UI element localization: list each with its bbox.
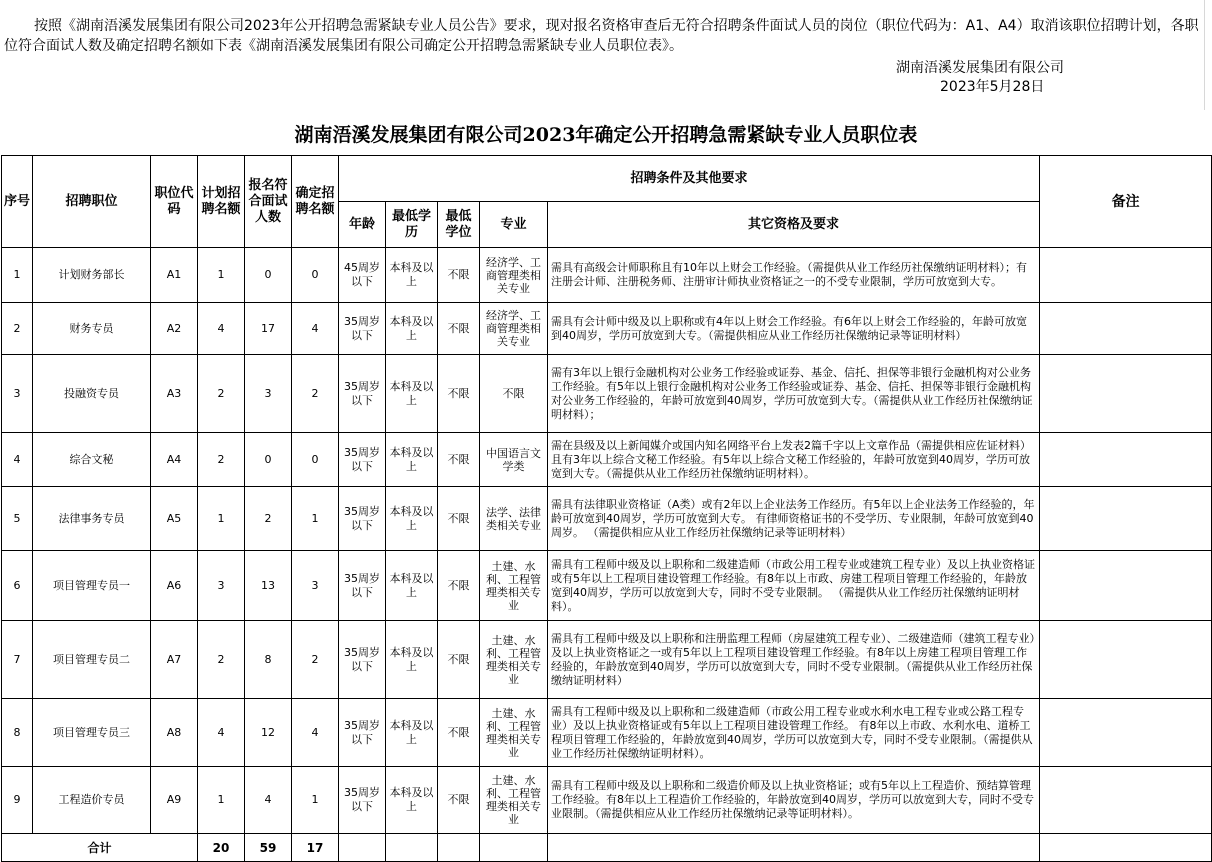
- cell-remarks: [1040, 355, 1212, 433]
- cell-position: 项目管理专员一: [33, 551, 151, 621]
- cell-seq: 9: [2, 767, 33, 834]
- cell-edu: 本科及以上: [386, 303, 438, 355]
- cell-qualified: 4: [245, 767, 292, 834]
- cell-edu: 本科及以上: [386, 699, 438, 767]
- cell-confirmed: 1: [292, 767, 339, 834]
- cell-edu: 本科及以上: [386, 551, 438, 621]
- total-empty-cell: [339, 834, 386, 862]
- cell-major: 土建、水利、工程管理类相关专业: [480, 699, 548, 767]
- cell-position: 工程造价专员: [33, 767, 151, 834]
- cell-planned: 2: [198, 433, 245, 487]
- notice-org: 湖南浯溪发展集团有限公司: [896, 60, 1064, 76]
- cell-seq: 4: [2, 433, 33, 487]
- cell-age: 35周岁以下: [339, 621, 386, 699]
- cell-remarks: [1040, 551, 1212, 621]
- header-edu: 最低学历: [386, 202, 438, 248]
- cell-degree: 不限: [438, 767, 480, 834]
- cell-position: 项目管理专员三: [33, 699, 151, 767]
- cell-remarks: [1040, 767, 1212, 834]
- notice-date: 2023年5月28日: [940, 79, 1045, 95]
- positions-table: [1, 155, 1212, 862]
- cell-degree: 不限: [438, 699, 480, 767]
- cell-remarks: [1040, 621, 1212, 699]
- header-seq: 序号: [2, 156, 33, 248]
- cell-qualified: 8: [245, 621, 292, 699]
- table-row: [2, 433, 1212, 487]
- total-row: [2, 834, 1212, 862]
- cell-code: A2: [151, 303, 198, 355]
- cell-age: 35周岁以下: [339, 699, 386, 767]
- cell-code: A6: [151, 551, 198, 621]
- header-code: 职位代码: [151, 156, 198, 248]
- cell-planned: 2: [198, 355, 245, 433]
- cell-confirmed: 4: [292, 303, 339, 355]
- cell-confirmed: 4: [292, 699, 339, 767]
- total-empty-cell: [480, 834, 548, 862]
- cell-seq: 6: [2, 551, 33, 621]
- table-row: [2, 767, 1212, 834]
- cell-position: 投融资专员: [33, 355, 151, 433]
- cell-degree: 不限: [438, 248, 480, 303]
- cell-degree: 不限: [438, 303, 480, 355]
- header-planned: 计划招聘名额: [198, 156, 245, 248]
- cell-planned: 4: [198, 303, 245, 355]
- notice-panel: [0, 0, 1205, 110]
- cell-confirmed: 2: [292, 621, 339, 699]
- cell-other: 需具有工程师中级及以上职称和二级建造师（市政公用工程专业或建筑工程专业）及以上执业资格证或有5年以上工程项目建设管理工作经验。有8年以上市政、房建工程项目管理工作经验的，年龄放宽到40周岁，学历可以放宽到大专，同时不受专业限制。 （需提供从业工作经历社保缴纳证明材料）。: [548, 551, 1040, 621]
- cell-code: A8: [151, 699, 198, 767]
- cell-qualified: 0: [245, 248, 292, 303]
- cell-degree: 不限: [438, 487, 480, 551]
- cell-major: 法学、法律类相关专业: [480, 487, 548, 551]
- cell-age: 35周岁以下: [339, 767, 386, 834]
- total-empty-cell: [438, 834, 480, 862]
- cell-qualified: 3: [245, 355, 292, 433]
- cell-age: 35周岁以下: [339, 303, 386, 355]
- header-other: 其它资格及要求: [548, 202, 1040, 248]
- table-row: [2, 551, 1212, 621]
- table-row: [2, 355, 1212, 433]
- cell-planned: 1: [198, 487, 245, 551]
- cell-position: 财务专员: [33, 303, 151, 355]
- table-row: [2, 248, 1212, 303]
- cell-code: A9: [151, 767, 198, 834]
- cell-position: 综合文秘: [33, 433, 151, 487]
- cell-age: 35周岁以下: [339, 433, 386, 487]
- cell-qualified: 0: [245, 433, 292, 487]
- cell-confirmed: 3: [292, 551, 339, 621]
- cell-remarks: [1040, 699, 1212, 767]
- table-row: [2, 303, 1212, 355]
- cell-edu: 本科及以上: [386, 621, 438, 699]
- cell-qualified: 13: [245, 551, 292, 621]
- table-row: [2, 621, 1212, 699]
- cell-code: A3: [151, 355, 198, 433]
- total-planned: 20: [198, 834, 245, 862]
- header-degree: 最低学位: [438, 202, 480, 248]
- cell-remarks: [1040, 487, 1212, 551]
- cell-other: 需具有高级会计师职称且有10年以上财会工作经验。（需提供从业工作经历社保缴纳证明材料）；有注册会计师、注册税务师、注册审计师执业资格证之一的不受专业限制，学历可放宽到大专。: [548, 248, 1040, 303]
- cell-seq: 1: [2, 248, 33, 303]
- cell-major: 土建、水利、工程管理类相关专业: [480, 551, 548, 621]
- cell-confirmed: 1: [292, 487, 339, 551]
- cell-age: 35周岁以下: [339, 551, 386, 621]
- cell-other: 需具有工程师中级及以上职称和二级造价师及以上执业资格证；或有5年以上工程造价、预结算管理工作经验。有8年以上工程造价工作经验的，年龄放宽到40周岁，学历可以放宽到大专，同时不受专业限制。（需提供相应从业工作经历社保缴纳记录等证明材料）。: [548, 767, 1040, 834]
- cell-degree: 不限: [438, 433, 480, 487]
- cell-edu: 本科及以上: [386, 433, 438, 487]
- cell-seq: 7: [2, 621, 33, 699]
- cell-other: 需有3年以上银行金融机构对公业务工作经验或证券、基金、信托、担保等非银行金融机构对公业务工作经验。有5年以上银行金融机构对公业务工作经验或证券、基金、信托、担保等非银行金融机构对公业务工作经验的，年龄可放宽到40周岁，学历可放宽到大专。（需提供从业工作经历社保缴纳证明材料）；: [548, 355, 1040, 433]
- cell-planned: 1: [198, 248, 245, 303]
- cell-code: A5: [151, 487, 198, 551]
- total-empty-cell: [548, 834, 1040, 862]
- cell-confirmed: 0: [292, 433, 339, 487]
- cell-confirmed: 2: [292, 355, 339, 433]
- cell-age: 45周岁以下: [339, 248, 386, 303]
- cell-major: 经济学、工商管理类相关专业: [480, 303, 548, 355]
- cell-remarks: [1040, 303, 1212, 355]
- cell-planned: 2: [198, 621, 245, 699]
- cell-edu: 本科及以上: [386, 767, 438, 834]
- cell-qualified: 17: [245, 303, 292, 355]
- cell-age: 35周岁以下: [339, 355, 386, 433]
- cell-code: A4: [151, 433, 198, 487]
- cell-degree: 不限: [438, 551, 480, 621]
- cell-planned: 4: [198, 699, 245, 767]
- cell-code: A1: [151, 248, 198, 303]
- cell-position: 计划财务部长: [33, 248, 151, 303]
- cell-other: 需具有法律职业资格证（A类）或有2年以上企业法务工作经历。有5年以上企业法务工作经验的，年龄可放宽到40周岁，学历可放宽到大专。 有律师资格证书的不受学历、专业限制，年龄可放宽到40周岁。 （需提供相应从业工作经历社保缴纳记录等证明材料）: [548, 487, 1040, 551]
- cell-other: 需具有工程师中级及以上职称和二级建造师（市政公用工程专业或水利水电工程专业或公路工程专业）及以上执业资格证或有5年以上工程项目建设管理工作经。 有8年以上市政、水利水电、道桥工程项目管理工作经验的，年龄放宽到40周岁，学历可以放宽到大专，同时不受专业限制。（需提供从业工作经历社保缴纳证明材料）。: [548, 699, 1040, 767]
- header-confirmed: 确定招聘名额: [292, 156, 339, 248]
- total-empty-cell: [1040, 834, 1212, 862]
- cell-major: 中国语言文学类: [480, 433, 548, 487]
- cell-other: 需具有工程师中级及以上职称和注册监理工程师（房屋建筑工程专业）、二级建造师（建筑工程专业）及以上执业资格证之一或有5年以上工程项目建设管理工作经验。有8年以上房建工程项目管理工作经验的，年龄放宽到40周岁，学历可以放宽到大专，同时不受专业限制。（需提供从业工作经历社保缴纳证明材料）: [548, 621, 1040, 699]
- cell-seq: 3: [2, 355, 33, 433]
- total-qualified: 59: [245, 834, 292, 862]
- cell-planned: 3: [198, 551, 245, 621]
- cell-degree: 不限: [438, 355, 480, 433]
- table-title: 湖南浯溪发展集团有限公司2023年确定公开招聘急需紧缺专业人员职位表: [294, 124, 918, 146]
- cell-edu: 本科及以上: [386, 487, 438, 551]
- cell-age: 35周岁以下: [339, 487, 386, 551]
- table-row: [2, 487, 1212, 551]
- cell-other: 需在县级及以上新闻媒介或国内知名网络平台上发表2篇千字以上文章作品（需提供相应佐证材料）且有3年以上综合文秘工作经验。有5年以上综合文秘工作经验的，年龄可放宽到40周岁，学历可放宽到大专。（需提供从业工作经历社保缴纳证明材料）。: [548, 433, 1040, 487]
- cell-remarks: [1040, 433, 1212, 487]
- cell-seq: 2: [2, 303, 33, 355]
- header-remarks: 备注: [1040, 156, 1212, 248]
- total-label: 合计: [2, 834, 198, 862]
- cell-remarks: [1040, 248, 1212, 303]
- header-conditions: 招聘条件及其他要求: [339, 156, 1040, 202]
- total-empty-cell: [386, 834, 438, 862]
- cell-position: 项目管理专员二: [33, 621, 151, 699]
- cell-seq: 8: [2, 699, 33, 767]
- cell-major: 经济学、工商管理类相关专业: [480, 248, 548, 303]
- notice-text: 按照《湖南浯溪发展集团有限公司2023年公开招聘急需紧缺专业人员公告》要求，现对报名资格审查后无符合招聘条件面试人员的岗位（职位代码为：A1、A4）取消该职位招聘计划，各职位符合面试人数及确定招聘名额如下表《湖南浯溪发展集团有限公司确定公开招聘急需紧缺专业人员职位表》。: [4, 18, 1199, 54]
- cell-seq: 5: [2, 487, 33, 551]
- table-row: [2, 699, 1212, 767]
- header-age: 年龄: [339, 202, 386, 248]
- cell-planned: 1: [198, 767, 245, 834]
- header-major: 专业: [480, 202, 548, 248]
- cell-degree: 不限: [438, 621, 480, 699]
- header-position: 招聘职位: [33, 156, 151, 248]
- cell-major: 土建、水利、工程管理类相关专业: [480, 621, 548, 699]
- cell-qualified: 12: [245, 699, 292, 767]
- cell-code: A7: [151, 621, 198, 699]
- total-confirmed: 17: [292, 834, 339, 862]
- cell-edu: 本科及以上: [386, 248, 438, 303]
- cell-confirmed: 0: [292, 248, 339, 303]
- header-qualified: 报名符合面试人数: [245, 156, 292, 248]
- cell-edu: 本科及以上: [386, 355, 438, 433]
- cell-position: 法律事务专员: [33, 487, 151, 551]
- cell-major: 土建、水利、工程管理类相关专业: [480, 767, 548, 834]
- cell-qualified: 2: [245, 487, 292, 551]
- cell-other: 需具有会计师中级及以上职称或有4年以上财会工作经验。有6年以上财会工作经验的，年龄可放宽到40周岁，学历可放宽到大专。（需提供相应从业工作经历社保缴纳记录等证明材料）: [548, 303, 1040, 355]
- cell-major: 不限: [480, 355, 548, 433]
